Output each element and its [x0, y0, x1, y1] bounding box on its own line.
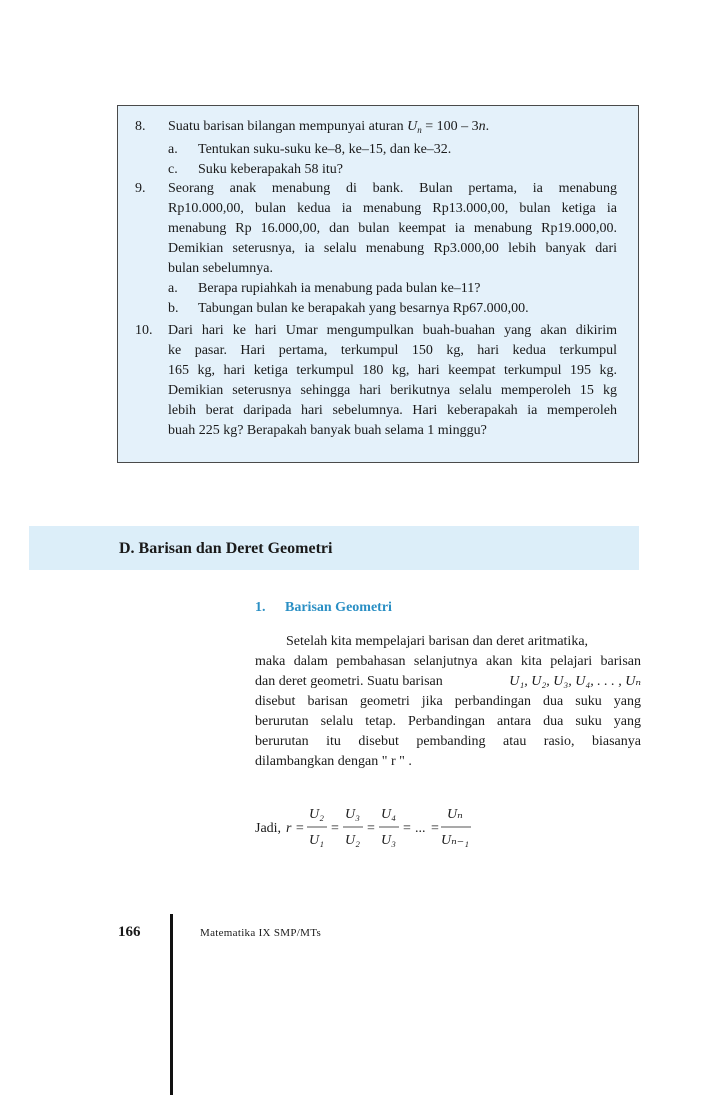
equals-sign: =	[403, 821, 411, 836]
exercise-text-line: 165 kg, hari ketiga terkumpul 180 kg, hari keempat terkumpul 195 kg.	[168, 363, 617, 378]
book-title: Matematika IX SMP/MTs	[200, 927, 322, 939]
exercise-stem: Suatu barisan bilangan mempunyai aturan $U_n = 100 - 3n$.	[168, 119, 490, 135]
exercise-text-line: bulan sebelumnya.	[168, 261, 273, 276]
formula-prefix: Jadi,	[255, 821, 282, 836]
paragraph-line: maka dalam pembahasan selanjutnya akan kita pelajari barisan	[255, 654, 641, 669]
fraction-denominator: Uₙ₋₁	[441, 833, 470, 848]
ellipsis: ...	[415, 821, 426, 836]
sub-question-c: c. Suku keberapakah 58 itu?	[168, 162, 344, 177]
fraction-denominator: U₃	[381, 833, 396, 848]
equals-sign: =	[431, 821, 439, 836]
paragraph-line: dan deret geometri. Suatu barisan U₁, U₂, U₃, U₄, . . . , Uₙ	[255, 672, 641, 692]
ratio-formula	[255, 800, 495, 856]
page-number: 166	[118, 924, 141, 940]
exercise-text-line: buah 225 kg? Berapakah banyak buah selama 1 minggu?	[168, 423, 487, 438]
exercise-text-line: Seorang anak menabung di bank. Bulan pertama, ia menabung	[168, 181, 617, 196]
fraction-denominator: U₁	[309, 833, 324, 848]
section-title: D. Barisan dan Deret Geometri	[119, 540, 333, 557]
exercise-text-line: menabung Rp 16.000,00, dan bulan keempat ia menabung Rp19.000,00.	[168, 221, 617, 236]
exercise-text-line: Demikian seterusnya sehingga hari berikutnya selalu memperoleh 15 kg	[168, 383, 617, 398]
sub-question-a: a. Tentukan suku-suku ke–8, ke–15, dan ke–32.	[168, 142, 452, 157]
sub-question-a: a. Berapa rupiahkah ia menabung pada bulan ke–11?	[168, 281, 481, 296]
exercise-text-line: Rp10.000,00, bulan kedua ia menabung Rp13.000,00, bulan ketiga ia	[168, 201, 617, 216]
fraction-numerator: U₃	[345, 807, 360, 822]
sequence-notation: U₁, U₂, U₃, U₄, . . . , Uₙ	[509, 674, 641, 689]
subsection-heading	[255, 600, 392, 616]
formula-lhs: r =	[286, 821, 305, 836]
subsection-number: 1.	[255, 600, 266, 615]
exercise-text-line: ke pasar. Hari pertama, terkumpul 150 kg, hari kedua terkumpul	[168, 343, 617, 358]
exercise-number: 9.	[135, 181, 146, 196]
exercise-text-line: Dari hari ke hari Umar mengumpulkan buah-buahan yang akan dikirim	[168, 323, 617, 338]
fraction-denominator: U₂	[345, 833, 360, 848]
exercise-text-line: lebih berat daripada hari sebelumnya. Hari keberapakah ia memperoleh	[168, 403, 617, 418]
subsection-title: Barisan Geometri	[285, 600, 392, 615]
footer-vertical-rule	[170, 914, 173, 1095]
sub-question-b: b. Tabungan bulan ke berapakah yang besarnya Rp67.000,00.	[168, 301, 529, 316]
paragraph-line: berurutan selalu tetap. Perbandingan antara dua suku yang	[255, 714, 641, 729]
equals-sign: =	[367, 821, 375, 836]
body-paragraph	[255, 632, 641, 772]
paragraph-line: disebut barisan geometri jika perbandingan dua suku yang	[255, 694, 641, 709]
fraction-numerator: U₄	[381, 807, 396, 822]
paragraph-line: Setelah kita mempelajari barisan dan deret aritmatika,	[286, 634, 589, 649]
exercise-number: 10.	[135, 323, 153, 338]
equals-sign: =	[331, 821, 339, 836]
exercise-text-line: Demikian seterusnya, ia selalu menabung Rp3.000,00 lebih banyak dari	[168, 241, 617, 256]
fraction-numerator: Uₙ	[447, 807, 463, 822]
exercise-number: 8.	[135, 119, 146, 134]
paragraph-line: dilambangkan dengan " r " .	[255, 754, 412, 769]
paragraph-line: berurutan itu disebut pembanding atau rasio, biasanya	[255, 734, 641, 749]
fraction-numerator: U₂	[309, 807, 324, 822]
